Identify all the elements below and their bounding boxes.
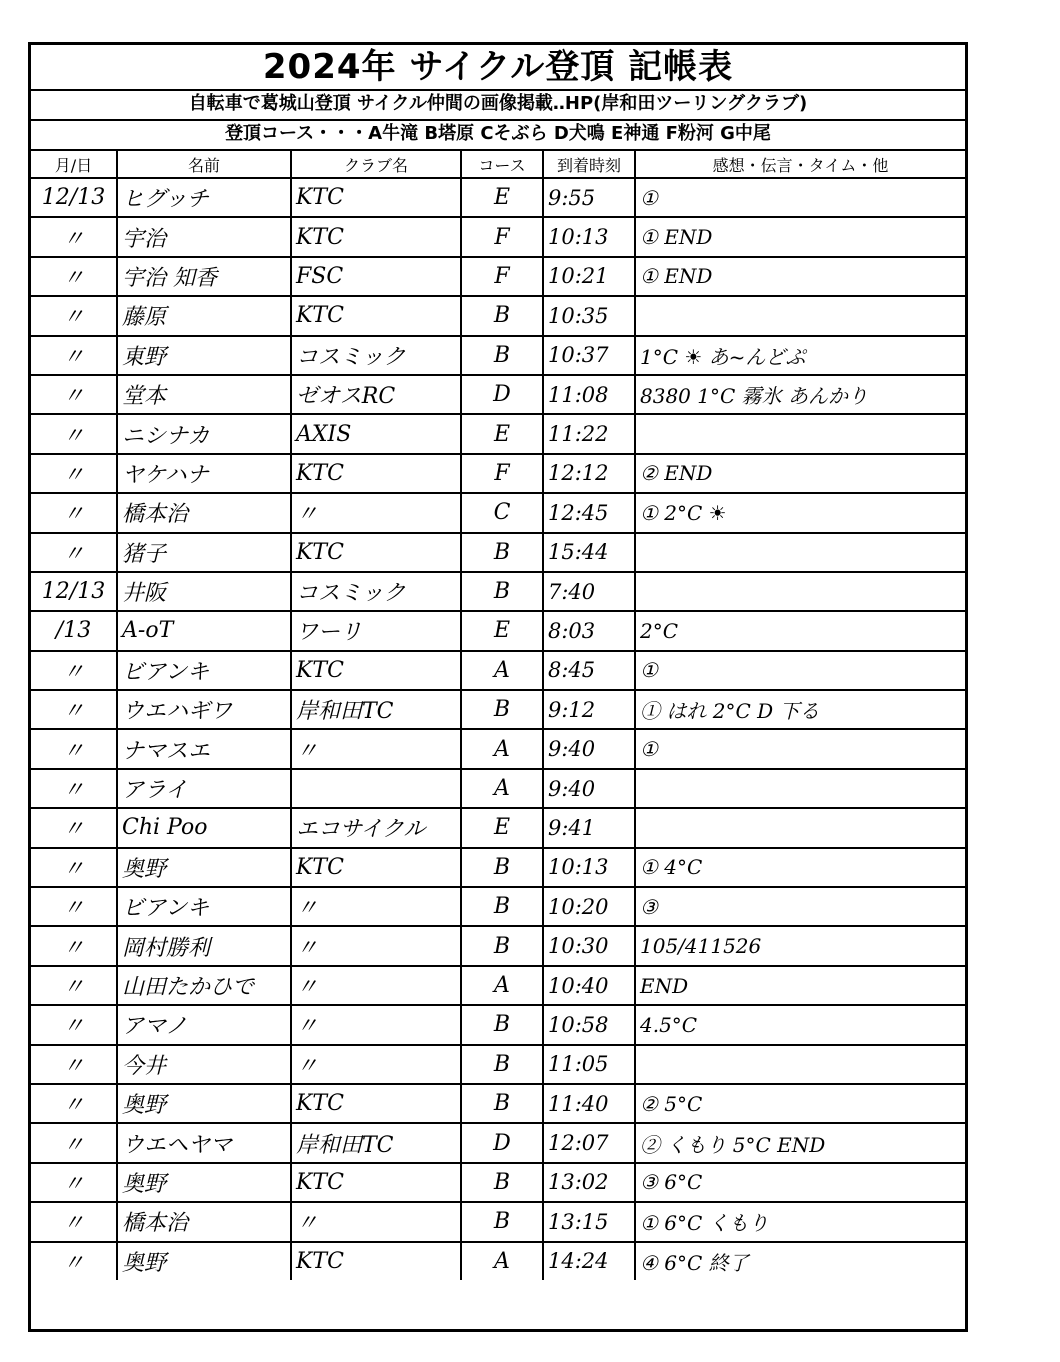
cell-course: B	[461, 848, 543, 887]
subtitle: 自転車で葛城山登頂 サイクル仲間の画像掲載‥HP(岸和田ツーリングクラブ)	[31, 89, 965, 121]
cell-club: 〃	[291, 926, 461, 965]
cell-name: 東野	[117, 336, 291, 375]
cell-course: A	[461, 769, 543, 808]
cell-note	[635, 1045, 965, 1084]
cell-name: 奥野	[117, 1242, 291, 1280]
cell-name: ウエハギワ	[117, 690, 291, 729]
cell-club: KTC	[291, 1084, 461, 1123]
cell-club: 〃	[291, 1045, 461, 1084]
cell-date: 〃	[31, 1045, 117, 1084]
cell-name: 宇治	[117, 217, 291, 256]
cell-course: F	[461, 257, 543, 296]
cell-name: ビアンキ	[117, 887, 291, 926]
cell-club: KTC	[291, 454, 461, 493]
cell-note: 2°C	[635, 611, 965, 650]
cell-course: F	[461, 217, 543, 256]
cell-course: D	[461, 1123, 543, 1162]
cell-time: 10:13	[543, 217, 635, 256]
cell-course: E	[461, 414, 543, 453]
cell-note: 1°C ☀ あ~んどぷ	[635, 336, 965, 375]
cell-note: ② 5°C	[635, 1084, 965, 1123]
cell-course: B	[461, 336, 543, 375]
cell-note: ④ 6°C 終了	[635, 1242, 965, 1280]
cell-club: 〃	[291, 887, 461, 926]
table-row	[31, 651, 965, 690]
cell-date: 〃	[31, 1084, 117, 1123]
cell-date: 〃	[31, 1202, 117, 1241]
cell-name: ウエヘヤマ	[117, 1123, 291, 1162]
cell-date: 〃	[31, 1163, 117, 1202]
cell-course: F	[461, 454, 543, 493]
table-row	[31, 296, 965, 335]
cell-name: ヤケハナ	[117, 454, 291, 493]
cell-name: Chi Poo	[117, 808, 291, 847]
table-row	[31, 611, 965, 650]
cell-club: 〃	[291, 493, 461, 532]
cell-club: 岸和田TC	[291, 1123, 461, 1162]
cell-date: 〃	[31, 454, 117, 493]
logbook-sheet	[28, 42, 968, 1332]
cell-club: KTC	[291, 178, 461, 217]
cell-date: /13	[31, 611, 117, 650]
cell-note	[635, 572, 965, 611]
cell-course: E	[461, 178, 543, 217]
cell-date: 〃	[31, 848, 117, 887]
table-row	[31, 1163, 965, 1202]
header-note: 感想・伝言・タイム・他	[635, 150, 965, 178]
cell-note	[635, 808, 965, 847]
cell-time: 9:40	[543, 769, 635, 808]
table-row	[31, 808, 965, 847]
cell-note: ③	[635, 887, 965, 926]
cell-date: 〃	[31, 769, 117, 808]
table-row	[31, 257, 965, 296]
cell-time: 9:12	[543, 690, 635, 729]
cell-club: コスミック	[291, 336, 461, 375]
cell-course: B	[461, 1045, 543, 1084]
cell-course: A	[461, 651, 543, 690]
cell-name: ヒグッチ	[117, 178, 291, 217]
cell-date: 〃	[31, 808, 117, 847]
cell-date: 〃	[31, 690, 117, 729]
cell-course: B	[461, 690, 543, 729]
cell-date: 〃	[31, 414, 117, 453]
cell-date: 12/13	[31, 178, 117, 217]
cell-note	[635, 533, 965, 572]
table-row	[31, 848, 965, 887]
cell-name: 岡村勝利	[117, 926, 291, 965]
cell-club: KTC	[291, 217, 461, 256]
table-header	[31, 150, 965, 178]
cell-name: 猪子	[117, 533, 291, 572]
cell-note	[635, 769, 965, 808]
cell-club: 〃	[291, 966, 461, 1005]
cell-note: END	[635, 966, 965, 1005]
logbook-table	[31, 149, 965, 1280]
cell-course: B	[461, 1084, 543, 1123]
cell-date: 12/13	[31, 572, 117, 611]
cell-time: 10:58	[543, 1005, 635, 1044]
cell-name: ニシナカ	[117, 414, 291, 453]
table-row	[31, 533, 965, 572]
cell-note: ③ 6°C	[635, 1163, 965, 1202]
cell-time: 10:40	[543, 966, 635, 1005]
cell-club: KTC	[291, 848, 461, 887]
cell-club: 岸和田TC	[291, 690, 461, 729]
cell-date: 〃	[31, 887, 117, 926]
cell-note: ①	[635, 178, 965, 217]
cell-date: 〃	[31, 336, 117, 375]
cell-time: 13:02	[543, 1163, 635, 1202]
cell-club: AXIS	[291, 414, 461, 453]
cell-course: B	[461, 296, 543, 335]
table-row	[31, 926, 965, 965]
cell-time: 9:55	[543, 178, 635, 217]
cell-time: 11:08	[543, 375, 635, 414]
cell-note: ① END	[635, 217, 965, 256]
cell-course: B	[461, 1202, 543, 1241]
cell-course: B	[461, 1163, 543, 1202]
cell-note: ①	[635, 651, 965, 690]
cell-note: 105/411526	[635, 926, 965, 965]
cell-time: 7:40	[543, 572, 635, 611]
cell-club: エコサイクル	[291, 808, 461, 847]
cell-club: 〃	[291, 1202, 461, 1241]
table-row	[31, 1084, 965, 1123]
cell-name: アライ	[117, 769, 291, 808]
cell-club: FSC	[291, 257, 461, 296]
cell-time: 11:40	[543, 1084, 635, 1123]
cell-name: アマノ	[117, 1005, 291, 1044]
cell-name: A-oT	[117, 611, 291, 650]
cell-date: 〃	[31, 1242, 117, 1280]
cell-note: ① END	[635, 257, 965, 296]
cell-note	[635, 414, 965, 453]
cell-time: 12:07	[543, 1123, 635, 1162]
cell-name: 山田たかひで	[117, 966, 291, 1005]
cell-date: 〃	[31, 533, 117, 572]
cell-time: 15:44	[543, 533, 635, 572]
cell-time: 13:15	[543, 1202, 635, 1241]
cell-note: 8380 1°C 霧氷 あんかり	[635, 375, 965, 414]
cell-course: E	[461, 808, 543, 847]
table-row	[31, 336, 965, 375]
cell-date: 〃	[31, 966, 117, 1005]
cell-note: ① 4°C	[635, 848, 965, 887]
cell-club: KTC	[291, 651, 461, 690]
course-legend: 登頂コース・・・A牛滝 B塔原 Cそぶら D犬鳴 E神通 F粉河 G中尾	[31, 119, 965, 151]
cell-time: 10:20	[543, 887, 635, 926]
cell-date: 〃	[31, 257, 117, 296]
cell-name: 堂本	[117, 375, 291, 414]
cell-date: 〃	[31, 493, 117, 532]
cell-time: 11:05	[543, 1045, 635, 1084]
cell-date: 〃	[31, 926, 117, 965]
cell-time: 10:13	[543, 848, 635, 887]
cell-course: B	[461, 887, 543, 926]
cell-name: 橋本治	[117, 493, 291, 532]
cell-date: 〃	[31, 217, 117, 256]
cell-name: 井阪	[117, 572, 291, 611]
cell-name: ビアンキ	[117, 651, 291, 690]
cell-time: 10:21	[543, 257, 635, 296]
cell-date: 〃	[31, 1005, 117, 1044]
table-row	[31, 375, 965, 414]
cell-date: 〃	[31, 296, 117, 335]
cell-course: B	[461, 926, 543, 965]
cell-note: ② くもり 5°C END	[635, 1123, 965, 1162]
header-course: コース	[461, 150, 543, 178]
cell-course: A	[461, 966, 543, 1005]
cell-time: 12:12	[543, 454, 635, 493]
table-row	[31, 454, 965, 493]
table-row	[31, 1202, 965, 1241]
cell-note: ① 2°C ☀	[635, 493, 965, 532]
cell-time: 9:40	[543, 729, 635, 768]
cell-note: ①	[635, 729, 965, 768]
cell-club: KTC	[291, 1242, 461, 1280]
cell-club	[291, 769, 461, 808]
table-row	[31, 887, 965, 926]
header-club: クラブ名	[291, 150, 461, 178]
cell-club: 〃	[291, 1005, 461, 1044]
cell-name: 宇治 知香	[117, 257, 291, 296]
cell-course: B	[461, 1005, 543, 1044]
table-row	[31, 1242, 965, 1280]
cell-club: ワーリ	[291, 611, 461, 650]
cell-course: D	[461, 375, 543, 414]
table-row	[31, 966, 965, 1005]
cell-note: ① はれ 2°C D 下る	[635, 690, 965, 729]
cell-date: 〃	[31, 651, 117, 690]
cell-course: B	[461, 572, 543, 611]
cell-date: 〃	[31, 729, 117, 768]
cell-time: 8:45	[543, 651, 635, 690]
header-time: 到着時刻	[543, 150, 635, 178]
cell-club: KTC	[291, 533, 461, 572]
cell-name: ナマスエ	[117, 729, 291, 768]
cell-club: KTC	[291, 296, 461, 335]
table-row	[31, 769, 965, 808]
header-date: 月/日	[31, 150, 117, 178]
table-row	[31, 1005, 965, 1044]
cell-name: 橋本治	[117, 1202, 291, 1241]
cell-date: 〃	[31, 375, 117, 414]
cell-club: KTC	[291, 1163, 461, 1202]
table-body	[31, 178, 965, 1280]
cell-course: E	[461, 611, 543, 650]
cell-time: 11:22	[543, 414, 635, 453]
table-row	[31, 729, 965, 768]
cell-name: 藤原	[117, 296, 291, 335]
table-row	[31, 414, 965, 453]
table-row	[31, 1045, 965, 1084]
table-row	[31, 690, 965, 729]
cell-time: 8:03	[543, 611, 635, 650]
table-row	[31, 178, 965, 217]
cell-time: 10:35	[543, 296, 635, 335]
cell-time: 14:24	[543, 1242, 635, 1280]
cell-name: 奥野	[117, 1163, 291, 1202]
cell-club: ゼオスRC	[291, 375, 461, 414]
cell-time: 10:30	[543, 926, 635, 965]
table-row	[31, 493, 965, 532]
cell-name: 奥野	[117, 1084, 291, 1123]
cell-course: A	[461, 729, 543, 768]
cell-club: コスミック	[291, 572, 461, 611]
cell-name: 奥野	[117, 848, 291, 887]
cell-name: 今井	[117, 1045, 291, 1084]
cell-course: C	[461, 493, 543, 532]
cell-course: A	[461, 1242, 543, 1280]
cell-note	[635, 296, 965, 335]
table-row	[31, 217, 965, 256]
page-title: 2024年 サイクル登頂 記帳表	[31, 45, 965, 91]
cell-time: 10:37	[543, 336, 635, 375]
cell-time: 12:45	[543, 493, 635, 532]
table-row	[31, 1123, 965, 1162]
cell-date: 〃	[31, 1123, 117, 1162]
header-name: 名前	[117, 150, 291, 178]
cell-note: 4.5°C	[635, 1005, 965, 1044]
cell-note: ② END	[635, 454, 965, 493]
cell-time: 9:41	[543, 808, 635, 847]
cell-club: 〃	[291, 729, 461, 768]
cell-course: B	[461, 533, 543, 572]
cell-note: ① 6°C くもり	[635, 1202, 965, 1241]
table-row	[31, 572, 965, 611]
